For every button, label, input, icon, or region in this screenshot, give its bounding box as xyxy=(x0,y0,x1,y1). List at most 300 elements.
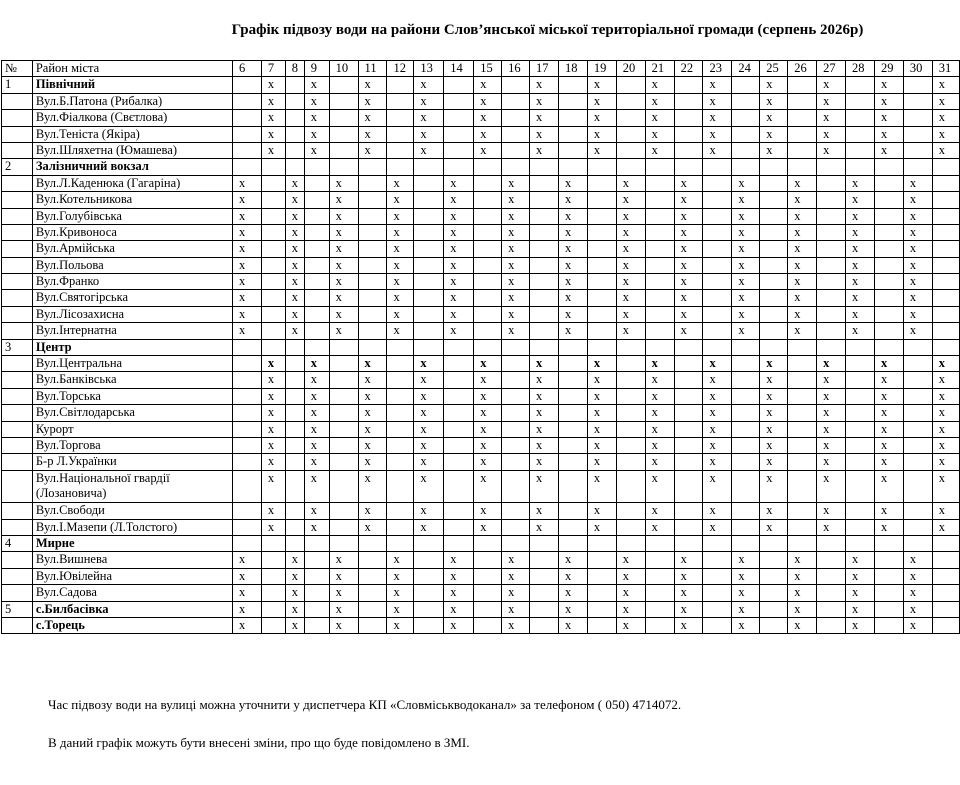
schedule-cell xyxy=(587,192,616,208)
schedule-cell xyxy=(558,503,587,519)
schedule-cell: х xyxy=(444,208,474,224)
schedule-cell xyxy=(444,339,474,355)
schedule-cell: х xyxy=(732,257,760,273)
schedule-cell xyxy=(233,536,262,552)
schedule-cell xyxy=(788,142,817,158)
schedule-cell: х xyxy=(558,241,587,257)
schedule-cell: х xyxy=(674,274,703,290)
schedule-cell xyxy=(558,405,587,421)
street-row xyxy=(2,568,960,584)
schedule-cell xyxy=(732,470,760,503)
schedule-cell: х xyxy=(732,290,760,306)
schedule-cell xyxy=(645,159,674,175)
schedule-cell xyxy=(645,208,674,224)
schedule-cell xyxy=(846,356,875,372)
schedule-cell xyxy=(261,290,285,306)
schedule-cell xyxy=(903,93,932,109)
schedule-cell: х xyxy=(703,93,732,109)
schedule-cell xyxy=(616,372,645,388)
schedule-cell: х xyxy=(285,224,304,240)
schedule-cell xyxy=(674,339,703,355)
schedule-cell: х xyxy=(414,519,444,535)
schedule-cell: х xyxy=(558,175,587,191)
schedule-cell: х xyxy=(903,568,932,584)
schedule-cell xyxy=(846,339,875,355)
schedule-cell: х xyxy=(329,208,358,224)
schedule-cell xyxy=(846,93,875,109)
schedule-cell xyxy=(846,536,875,552)
schedule-cell: х xyxy=(932,437,959,453)
schedule-cell: х xyxy=(587,454,616,470)
schedule-cell xyxy=(358,290,387,306)
schedule-cell: х xyxy=(502,175,530,191)
schedule-cell: х xyxy=(874,519,903,535)
schedule-cell: х xyxy=(817,405,846,421)
schedule-cell: х xyxy=(903,257,932,273)
schedule-cell: х xyxy=(616,224,645,240)
street-row xyxy=(2,241,960,257)
schedule-cell xyxy=(760,323,788,339)
schedule-cell xyxy=(645,224,674,240)
row-name: Вул.Торська xyxy=(32,388,232,404)
schedule-cell: х xyxy=(444,618,474,634)
schedule-cell: х xyxy=(261,126,285,142)
schedule-cell: х xyxy=(261,470,285,503)
schedule-cell: х xyxy=(703,503,732,519)
schedule-cell: х xyxy=(846,274,875,290)
schedule-cell xyxy=(703,241,732,257)
schedule-cell xyxy=(903,388,932,404)
schedule-cell: х xyxy=(358,470,387,503)
schedule-cell: х xyxy=(285,241,304,257)
schedule-cell xyxy=(587,208,616,224)
schedule-cell xyxy=(558,126,587,142)
schedule-cell xyxy=(358,274,387,290)
schedule-cell xyxy=(414,323,444,339)
schedule-cell xyxy=(903,421,932,437)
schedule-cell xyxy=(732,93,760,109)
schedule-cell xyxy=(558,110,587,126)
schedule-cell: х xyxy=(788,224,817,240)
schedule-cell: х xyxy=(732,323,760,339)
schedule-cell: х xyxy=(817,454,846,470)
schedule-cell xyxy=(530,568,559,584)
schedule-cell xyxy=(304,208,329,224)
schedule-cell: х xyxy=(846,568,875,584)
schedule-cell: х xyxy=(616,241,645,257)
schedule-cell xyxy=(329,93,358,109)
schedule-cell xyxy=(817,274,846,290)
schedule-cell xyxy=(903,110,932,126)
schedule-cell xyxy=(874,618,903,634)
schedule-cell: х xyxy=(444,323,474,339)
schedule-cell: х xyxy=(233,290,262,306)
schedule-cell xyxy=(304,159,329,175)
schedule-cell xyxy=(932,618,959,634)
schedule-cell: х xyxy=(587,142,616,158)
schedule-cell xyxy=(874,159,903,175)
schedule-cell xyxy=(674,159,703,175)
schedule-cell: х xyxy=(903,208,932,224)
schedule-cell: х xyxy=(474,110,502,126)
schedule-cell: х xyxy=(817,142,846,158)
schedule-cell: х xyxy=(474,421,502,437)
schedule-cell xyxy=(703,175,732,191)
schedule-cell xyxy=(616,142,645,158)
schedule-cell: х xyxy=(674,257,703,273)
schedule-cell: х xyxy=(444,224,474,240)
schedule-cell: х xyxy=(387,601,414,617)
schedule-cell xyxy=(616,421,645,437)
schedule-cell xyxy=(616,470,645,503)
schedule-cell xyxy=(502,421,530,437)
schedule-cell: х xyxy=(233,306,262,322)
row-name: Вул.Торгова xyxy=(32,437,232,453)
header-day: 12 xyxy=(387,61,414,77)
schedule-cell: х xyxy=(233,257,262,273)
header-day: 11 xyxy=(358,61,387,77)
schedule-cell: х xyxy=(817,437,846,453)
schedule-cell xyxy=(304,323,329,339)
schedule-cell: х xyxy=(558,208,587,224)
schedule-cell xyxy=(874,257,903,273)
schedule-cell: х xyxy=(587,388,616,404)
schedule-cell: х xyxy=(645,126,674,142)
schedule-cell: х xyxy=(233,601,262,617)
schedule-cell xyxy=(261,339,285,355)
schedule-cell: х xyxy=(530,519,559,535)
row-name: Північний xyxy=(32,77,232,93)
schedule-cell: х xyxy=(558,585,587,601)
schedule-cell xyxy=(414,274,444,290)
schedule-cell xyxy=(645,568,674,584)
schedule-cell xyxy=(358,241,387,257)
district-row xyxy=(2,601,960,617)
street-row xyxy=(2,405,960,421)
schedule-cell: х xyxy=(732,601,760,617)
schedule-cell xyxy=(874,208,903,224)
schedule-cell xyxy=(587,175,616,191)
schedule-cell xyxy=(233,339,262,355)
schedule-cell xyxy=(587,568,616,584)
schedule-cell xyxy=(558,159,587,175)
schedule-cell xyxy=(587,241,616,257)
schedule-cell xyxy=(502,126,530,142)
schedule-cell xyxy=(329,126,358,142)
schedule-cell: х xyxy=(387,552,414,568)
row-number xyxy=(2,257,33,273)
schedule-cell: х xyxy=(530,356,559,372)
street-row xyxy=(2,306,960,322)
schedule-cell: х xyxy=(304,421,329,437)
schedule-cell: х xyxy=(703,405,732,421)
schedule-cell xyxy=(530,601,559,617)
schedule-cell xyxy=(817,208,846,224)
schedule-cell: х xyxy=(645,437,674,453)
schedule-cell: х xyxy=(932,110,959,126)
row-name: Вул.Армійська xyxy=(32,241,232,257)
schedule-cell: х xyxy=(587,503,616,519)
schedule-cell xyxy=(788,77,817,93)
schedule-cell xyxy=(587,585,616,601)
schedule-cell: х xyxy=(558,290,587,306)
schedule-cell xyxy=(645,175,674,191)
schedule-cell: х xyxy=(732,274,760,290)
schedule-cell xyxy=(674,142,703,158)
street-row xyxy=(2,372,960,388)
schedule-cell xyxy=(502,339,530,355)
row-number xyxy=(2,503,33,519)
schedule-cell xyxy=(760,601,788,617)
schedule-cell: х xyxy=(502,585,530,601)
header-day: 10 xyxy=(329,61,358,77)
schedule-cell xyxy=(703,339,732,355)
row-number xyxy=(2,519,33,535)
street-row xyxy=(2,585,960,601)
schedule-cell xyxy=(304,224,329,240)
schedule-cell xyxy=(502,159,530,175)
row-number xyxy=(2,306,33,322)
schedule-cell xyxy=(874,224,903,240)
schedule-cell xyxy=(444,437,474,453)
schedule-cell: х xyxy=(285,192,304,208)
schedule-cell xyxy=(304,175,329,191)
schedule-cell: х xyxy=(304,388,329,404)
row-number xyxy=(2,372,33,388)
schedule-cell xyxy=(874,536,903,552)
schedule-cell xyxy=(732,536,760,552)
schedule-cell: х xyxy=(285,618,304,634)
schedule-cell: х xyxy=(304,356,329,372)
schedule-cell xyxy=(616,93,645,109)
schedule-cell xyxy=(444,77,474,93)
schedule-cell: х xyxy=(846,241,875,257)
schedule-cell xyxy=(587,552,616,568)
schedule-cell: х xyxy=(587,356,616,372)
schedule-cell xyxy=(285,93,304,109)
schedule-cell: х xyxy=(846,192,875,208)
schedule-cell xyxy=(846,454,875,470)
schedule-cell xyxy=(788,503,817,519)
schedule-cell xyxy=(530,241,559,257)
schedule-cell: х xyxy=(558,618,587,634)
schedule-cell xyxy=(558,519,587,535)
row-number xyxy=(2,388,33,404)
schedule-cell xyxy=(474,175,502,191)
schedule-cell xyxy=(616,388,645,404)
schedule-cell xyxy=(760,585,788,601)
district-row xyxy=(2,339,960,355)
schedule-cell: х xyxy=(817,77,846,93)
schedule-cell xyxy=(703,224,732,240)
schedule-cell: х xyxy=(233,175,262,191)
schedule-cell xyxy=(732,77,760,93)
schedule-cell xyxy=(645,601,674,617)
row-number xyxy=(2,323,33,339)
schedule-cell: х xyxy=(817,126,846,142)
schedule-cell: х xyxy=(530,503,559,519)
header-day: 23 xyxy=(703,61,732,77)
schedule-cell xyxy=(645,241,674,257)
schedule-cell xyxy=(387,519,414,535)
row-number: 2 xyxy=(2,159,33,175)
schedule-cell xyxy=(788,536,817,552)
schedule-cell xyxy=(285,405,304,421)
schedule-cell: х xyxy=(788,290,817,306)
schedule-cell: х xyxy=(846,290,875,306)
schedule-cell xyxy=(329,339,358,355)
schedule-cell: х xyxy=(358,421,387,437)
schedule-cell: х xyxy=(502,208,530,224)
schedule-cell xyxy=(261,536,285,552)
header-day: 8 xyxy=(285,61,304,77)
row-name: Залізничний вокзал xyxy=(32,159,232,175)
schedule-cell xyxy=(285,126,304,142)
schedule-cell xyxy=(329,159,358,175)
schedule-cell: х xyxy=(932,372,959,388)
schedule-cell xyxy=(233,159,262,175)
row-name: Вул.Польова xyxy=(32,257,232,273)
schedule-cell: х xyxy=(414,126,444,142)
schedule-cell: х xyxy=(903,224,932,240)
schedule-cell: х xyxy=(903,274,932,290)
schedule-cell xyxy=(329,519,358,535)
schedule-cell xyxy=(846,470,875,503)
header-day: 16 xyxy=(502,61,530,77)
schedule-cell: х xyxy=(530,110,559,126)
schedule-cell xyxy=(703,585,732,601)
schedule-cell xyxy=(530,224,559,240)
schedule-cell: х xyxy=(304,110,329,126)
schedule-cell: х xyxy=(616,175,645,191)
schedule-cell xyxy=(674,372,703,388)
schedule-cell: х xyxy=(587,110,616,126)
schedule-cell: х xyxy=(358,503,387,519)
schedule-cell: х xyxy=(703,470,732,503)
schedule-cell: х xyxy=(817,388,846,404)
schedule-cell xyxy=(903,437,932,453)
schedule-cell xyxy=(444,372,474,388)
street-row xyxy=(2,93,960,109)
row-name: Курорт xyxy=(32,421,232,437)
schedule-cell xyxy=(558,93,587,109)
header-day: 15 xyxy=(474,61,502,77)
schedule-cell xyxy=(261,208,285,224)
schedule-cell xyxy=(903,159,932,175)
schedule-cell: х xyxy=(502,306,530,322)
row-name: Вул.Центральна xyxy=(32,356,232,372)
schedule-cell: х xyxy=(233,568,262,584)
schedule-cell xyxy=(261,306,285,322)
schedule-cell: х xyxy=(788,601,817,617)
schedule-cell xyxy=(444,536,474,552)
schedule-cell xyxy=(587,323,616,339)
schedule-cell: х xyxy=(285,290,304,306)
row-number: 3 xyxy=(2,339,33,355)
schedule-cell xyxy=(703,257,732,273)
schedule-cell xyxy=(387,372,414,388)
schedule-cell: х xyxy=(358,405,387,421)
schedule-cell: х xyxy=(732,585,760,601)
row-name: Вул.Л.Каденюка (Гагаріна) xyxy=(32,175,232,191)
schedule-cell: х xyxy=(903,618,932,634)
schedule-cell xyxy=(932,159,959,175)
schedule-cell: х xyxy=(261,519,285,535)
schedule-cell xyxy=(788,159,817,175)
schedule-cell xyxy=(732,421,760,437)
schedule-cell: х xyxy=(932,470,959,503)
schedule-cell: х xyxy=(732,192,760,208)
row-name: Вул.Святогірська xyxy=(32,290,232,306)
schedule-cell: х xyxy=(358,77,387,93)
schedule-cell xyxy=(474,257,502,273)
schedule-cell: х xyxy=(703,356,732,372)
schedule-cell xyxy=(760,208,788,224)
schedule-cell xyxy=(703,274,732,290)
schedule-cell xyxy=(616,454,645,470)
schedule-cell xyxy=(932,552,959,568)
schedule-cell xyxy=(233,142,262,158)
schedule-cell: х xyxy=(474,437,502,453)
row-number: 1 xyxy=(2,77,33,93)
schedule-cell: х xyxy=(502,192,530,208)
schedule-cell: х xyxy=(474,388,502,404)
schedule-cell: х xyxy=(474,372,502,388)
schedule-cell xyxy=(558,372,587,388)
schedule-cell: х xyxy=(674,568,703,584)
schedule-cell xyxy=(502,142,530,158)
schedule-cell: х xyxy=(414,142,444,158)
schedule-cell xyxy=(329,454,358,470)
schedule-cell: х xyxy=(358,388,387,404)
schedule-cell xyxy=(587,159,616,175)
schedule-cell xyxy=(304,241,329,257)
schedule-cell: х xyxy=(387,224,414,240)
row-name: Вул.Фіалкова (Свєтлова) xyxy=(32,110,232,126)
schedule-cell: х xyxy=(304,437,329,453)
row-number xyxy=(2,241,33,257)
schedule-cell xyxy=(846,110,875,126)
schedule-cell: х xyxy=(674,323,703,339)
schedule-cell xyxy=(558,339,587,355)
schedule-cell: х xyxy=(674,175,703,191)
schedule-cell: х xyxy=(817,372,846,388)
schedule-cell xyxy=(732,405,760,421)
schedule-cell xyxy=(932,192,959,208)
schedule-cell: х xyxy=(233,224,262,240)
schedule-cell xyxy=(474,274,502,290)
schedule-cell xyxy=(233,519,262,535)
schedule-cell: х xyxy=(703,142,732,158)
street-row xyxy=(2,470,960,503)
schedule-cell xyxy=(587,536,616,552)
schedule-cell: х xyxy=(846,601,875,617)
schedule-cell: х xyxy=(358,437,387,453)
schedule-cell xyxy=(414,552,444,568)
schedule-cell xyxy=(645,552,674,568)
header-day: 17 xyxy=(530,61,559,77)
schedule-cell xyxy=(387,454,414,470)
schedule-cell xyxy=(329,536,358,552)
schedule-cell xyxy=(587,257,616,273)
schedule-cell: х xyxy=(932,519,959,535)
street-row xyxy=(2,356,960,372)
schedule-cell: х xyxy=(874,372,903,388)
schedule-cell: х xyxy=(444,601,474,617)
schedule-cell xyxy=(616,110,645,126)
schedule-cell: х xyxy=(788,192,817,208)
schedule-cell: х xyxy=(474,470,502,503)
